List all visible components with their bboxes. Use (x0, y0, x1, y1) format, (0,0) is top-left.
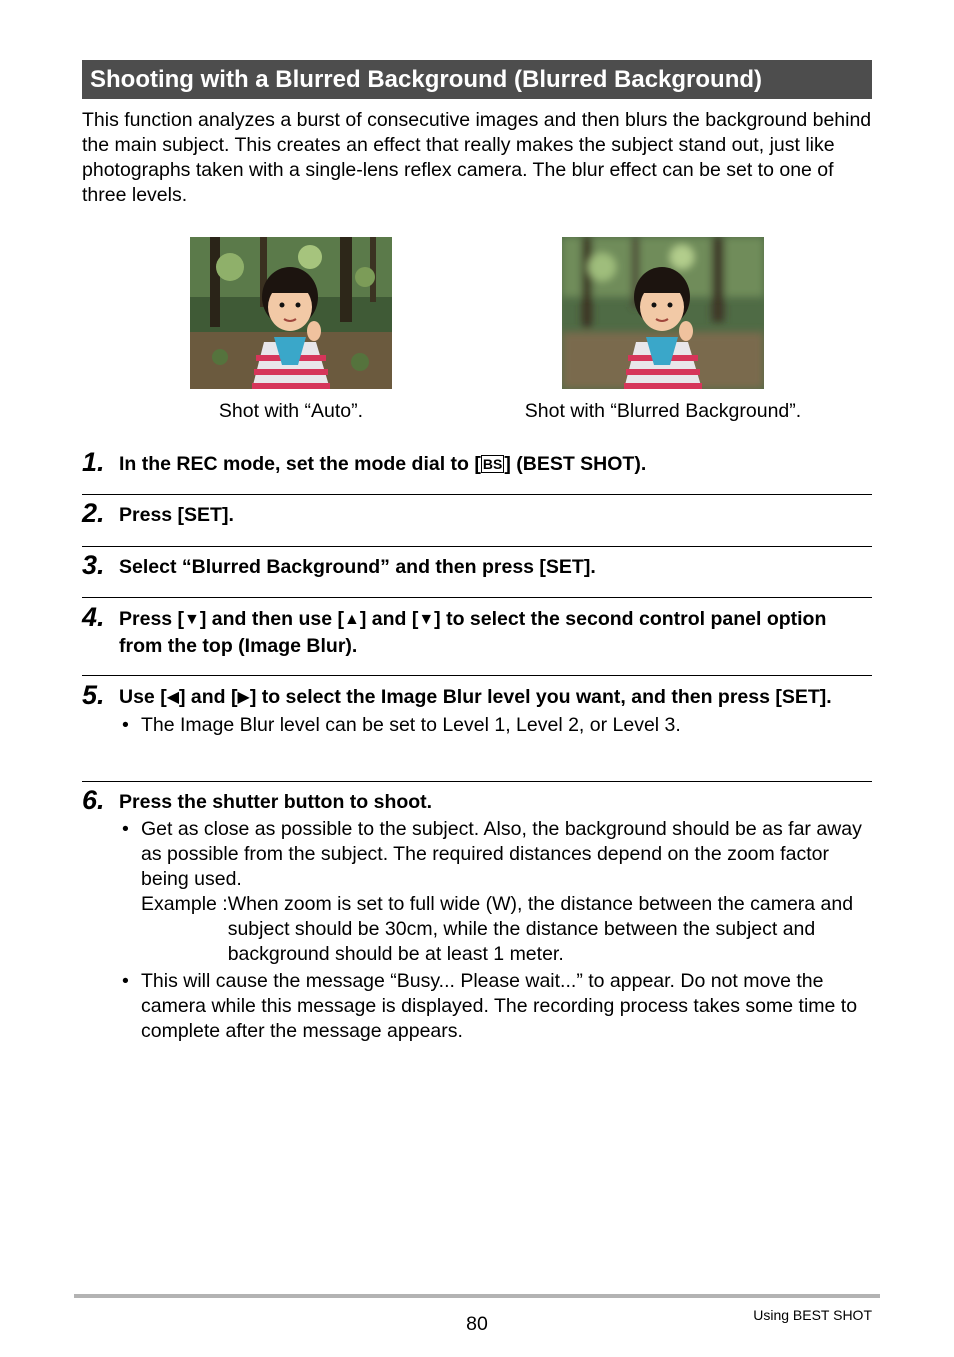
list-item: • This will cause the message “Busy... Please wait...” to appear. Do not move the camera while this message is displayed. The recording process takes some time to complete after the message appears. (122, 970, 858, 1042)
step-number: 6. (82, 785, 105, 815)
step-text: Press [SET]. (119, 504, 234, 526)
photo-blurred-background (562, 237, 764, 389)
up-arrow-icon: ▲ (343, 611, 360, 628)
step-4 (82, 602, 872, 659)
step-number: 5. (82, 680, 105, 710)
page-number: 80 (466, 1313, 488, 1335)
step-5 (82, 680, 872, 738)
photo-auto (190, 237, 392, 389)
divider (82, 597, 872, 598)
intro-paragraph: This function analyzes a burst of consecutive images and then blurs the background behind the main subject. This creates an effect that really makes the subject stand out, just like photographs taken with a single-lens reflex camera. The blur effect can be set to one of three levels. (82, 109, 872, 206)
divider (82, 675, 872, 676)
step-number: 4. (82, 602, 105, 632)
step-1 (82, 447, 872, 477)
divider (82, 781, 872, 782)
example-note: Example : When zoom is set to full wide (W), the distance between the camera and subject should be 30cm, while the distance between the subject and background should be at least 1 meter. (141, 893, 854, 965)
divider (82, 546, 872, 547)
left-arrow-icon: ◀ (166, 689, 179, 706)
step-number: 2. (82, 498, 105, 528)
best-shot-icon: BS (482, 456, 503, 472)
step-2 (82, 498, 872, 528)
step-text: Select “Blurred Background” and then press [SET]. (119, 556, 596, 578)
step-number: 3. (82, 550, 105, 580)
step-text: Use [◀] and [▶] to select the Image Blur level you want, and then press [SET]. (119, 684, 872, 711)
step-number: 1. (82, 447, 105, 477)
divider (82, 494, 872, 495)
step-text: In the REC mode, set the mode dial to [ BS ] (BEST SHOT). (119, 453, 647, 475)
footer-divider (74, 1294, 880, 1298)
down-arrow-icon: ▼ (184, 611, 200, 628)
list-item: • Get as close as possible to the subject. Also, the background should be as far away as possible from the subject. The required distances depend on the zoom factor being used. (122, 818, 862, 890)
step-text: Press the shutter button to shoot. (119, 791, 433, 813)
step-3 (82, 550, 872, 580)
footer-section-title: Using BEST SHOT (753, 1307, 872, 1323)
down-arrow-icon: ▼ (418, 611, 435, 628)
section-heading: Shooting with a Blurred Background (Blurred Background) (82, 60, 872, 99)
photo-blurred-caption: Shot with “Blurred Background”. (524, 400, 802, 422)
list-item: • The Image Blur level can be set to Level 1, Level 2, or Level 3. (122, 714, 681, 736)
right-arrow-icon: ▶ (237, 689, 250, 706)
photo-auto-caption: Shot with “Auto”. (218, 400, 364, 422)
step-6 (82, 785, 872, 1044)
step-text: Press [▼] and then use [▲] and [▼] to select the second control panel option from the top (Image Blur). (119, 608, 827, 657)
